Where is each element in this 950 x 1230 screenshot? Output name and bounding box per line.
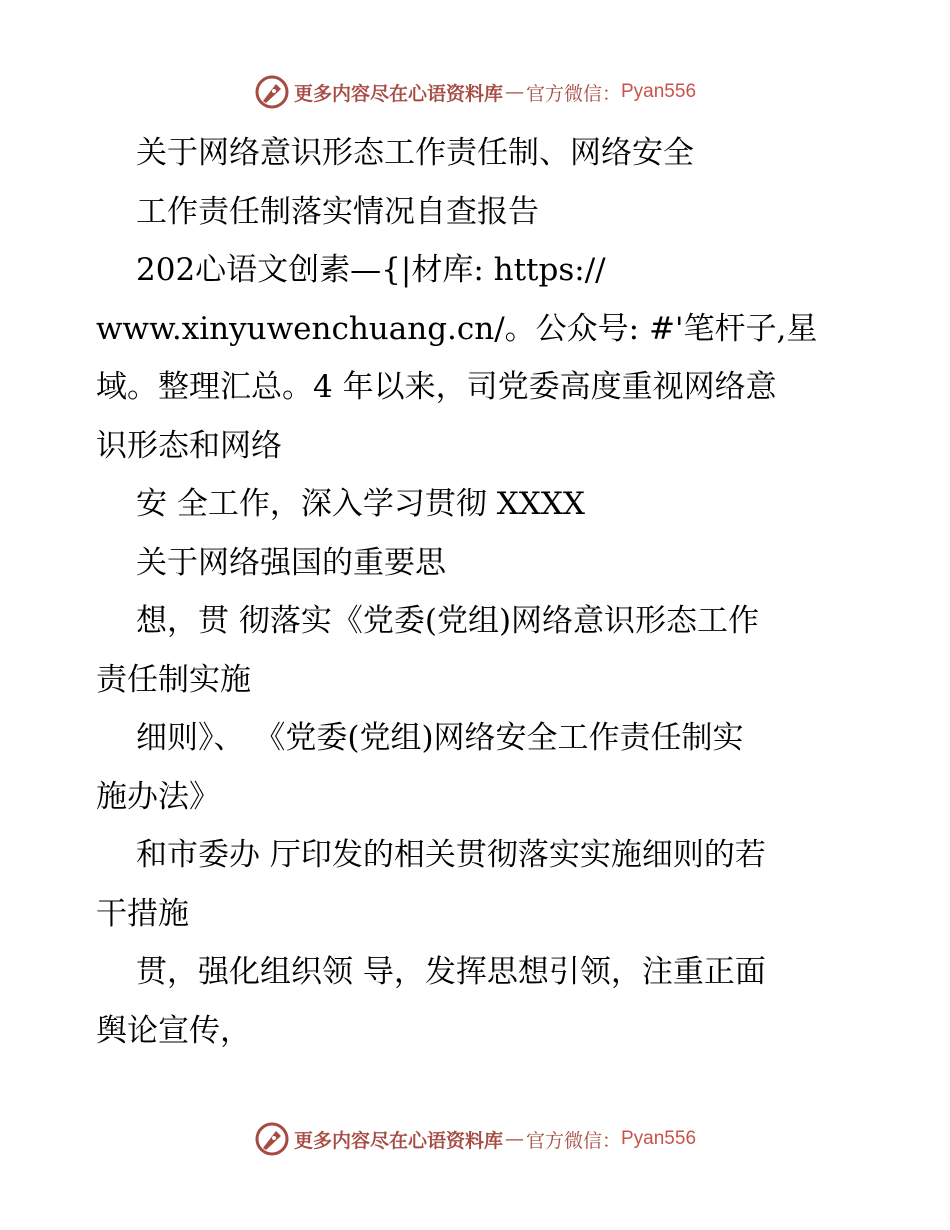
banner-wechat-label: 官方微信：: [525, 1129, 621, 1152]
text-line: 施办法》: [96, 778, 220, 815]
banner-wechat-id: Pyan556: [621, 81, 697, 102]
text-line: 域。整理汇总。4 年以来，司党委高度重视网络意: [96, 369, 777, 405]
text-line: 想，贯 彻落实《党委(党组)网络意识形态工作: [136, 603, 760, 639]
text-line: 舆论宣传，: [96, 1012, 251, 1049]
banner-separator: —: [504, 1128, 524, 1150]
text-line: 安 全工作，深入学习贯彻 XXXX: [136, 486, 585, 522]
text-line: 和市委办 厅印发的相关贯彻落实实施细则的若: [136, 837, 766, 873]
header-banner: [0, 72, 950, 112]
text-line: 贯，强化组织领 导，发挥思想引领，注重正面: [136, 954, 766, 990]
footer-banner: [0, 1119, 950, 1159]
text-line: 责任制实施: [96, 661, 251, 698]
banner-text: 更多内容尽在心语资料库: [293, 82, 503, 105]
text-line: 干措施: [96, 895, 189, 932]
text-line: 识形态和网络: [96, 427, 282, 464]
banner-separator: —: [504, 81, 524, 103]
text-line: www.xinyuwenchuang.cn/。公众号: #'笔杆子,星: [96, 310, 818, 347]
banner-wechat-label: 官方微信：: [525, 82, 621, 105]
text-line: 202心语文创素—{|材库: https://: [136, 252, 606, 288]
pen-nib-logo-icon: [254, 74, 290, 110]
document-title-line-1: 关于网络意识形态工作责任制、网络安全: [136, 135, 694, 171]
banner-wechat-id: Pyan556: [621, 1128, 697, 1149]
document-title-line-2: 工作责任制落实情况自查报告: [136, 193, 539, 230]
banner-text: 更多内容尽在心语资料库: [293, 1129, 503, 1152]
pen-nib-logo-icon: [254, 1121, 290, 1157]
text-line: 细则》、 《党委(党组)网络安全工作责任制实: [136, 720, 744, 756]
document-body: [96, 124, 856, 1060]
text-line: 关于网络强国的重要思: [136, 544, 446, 581]
